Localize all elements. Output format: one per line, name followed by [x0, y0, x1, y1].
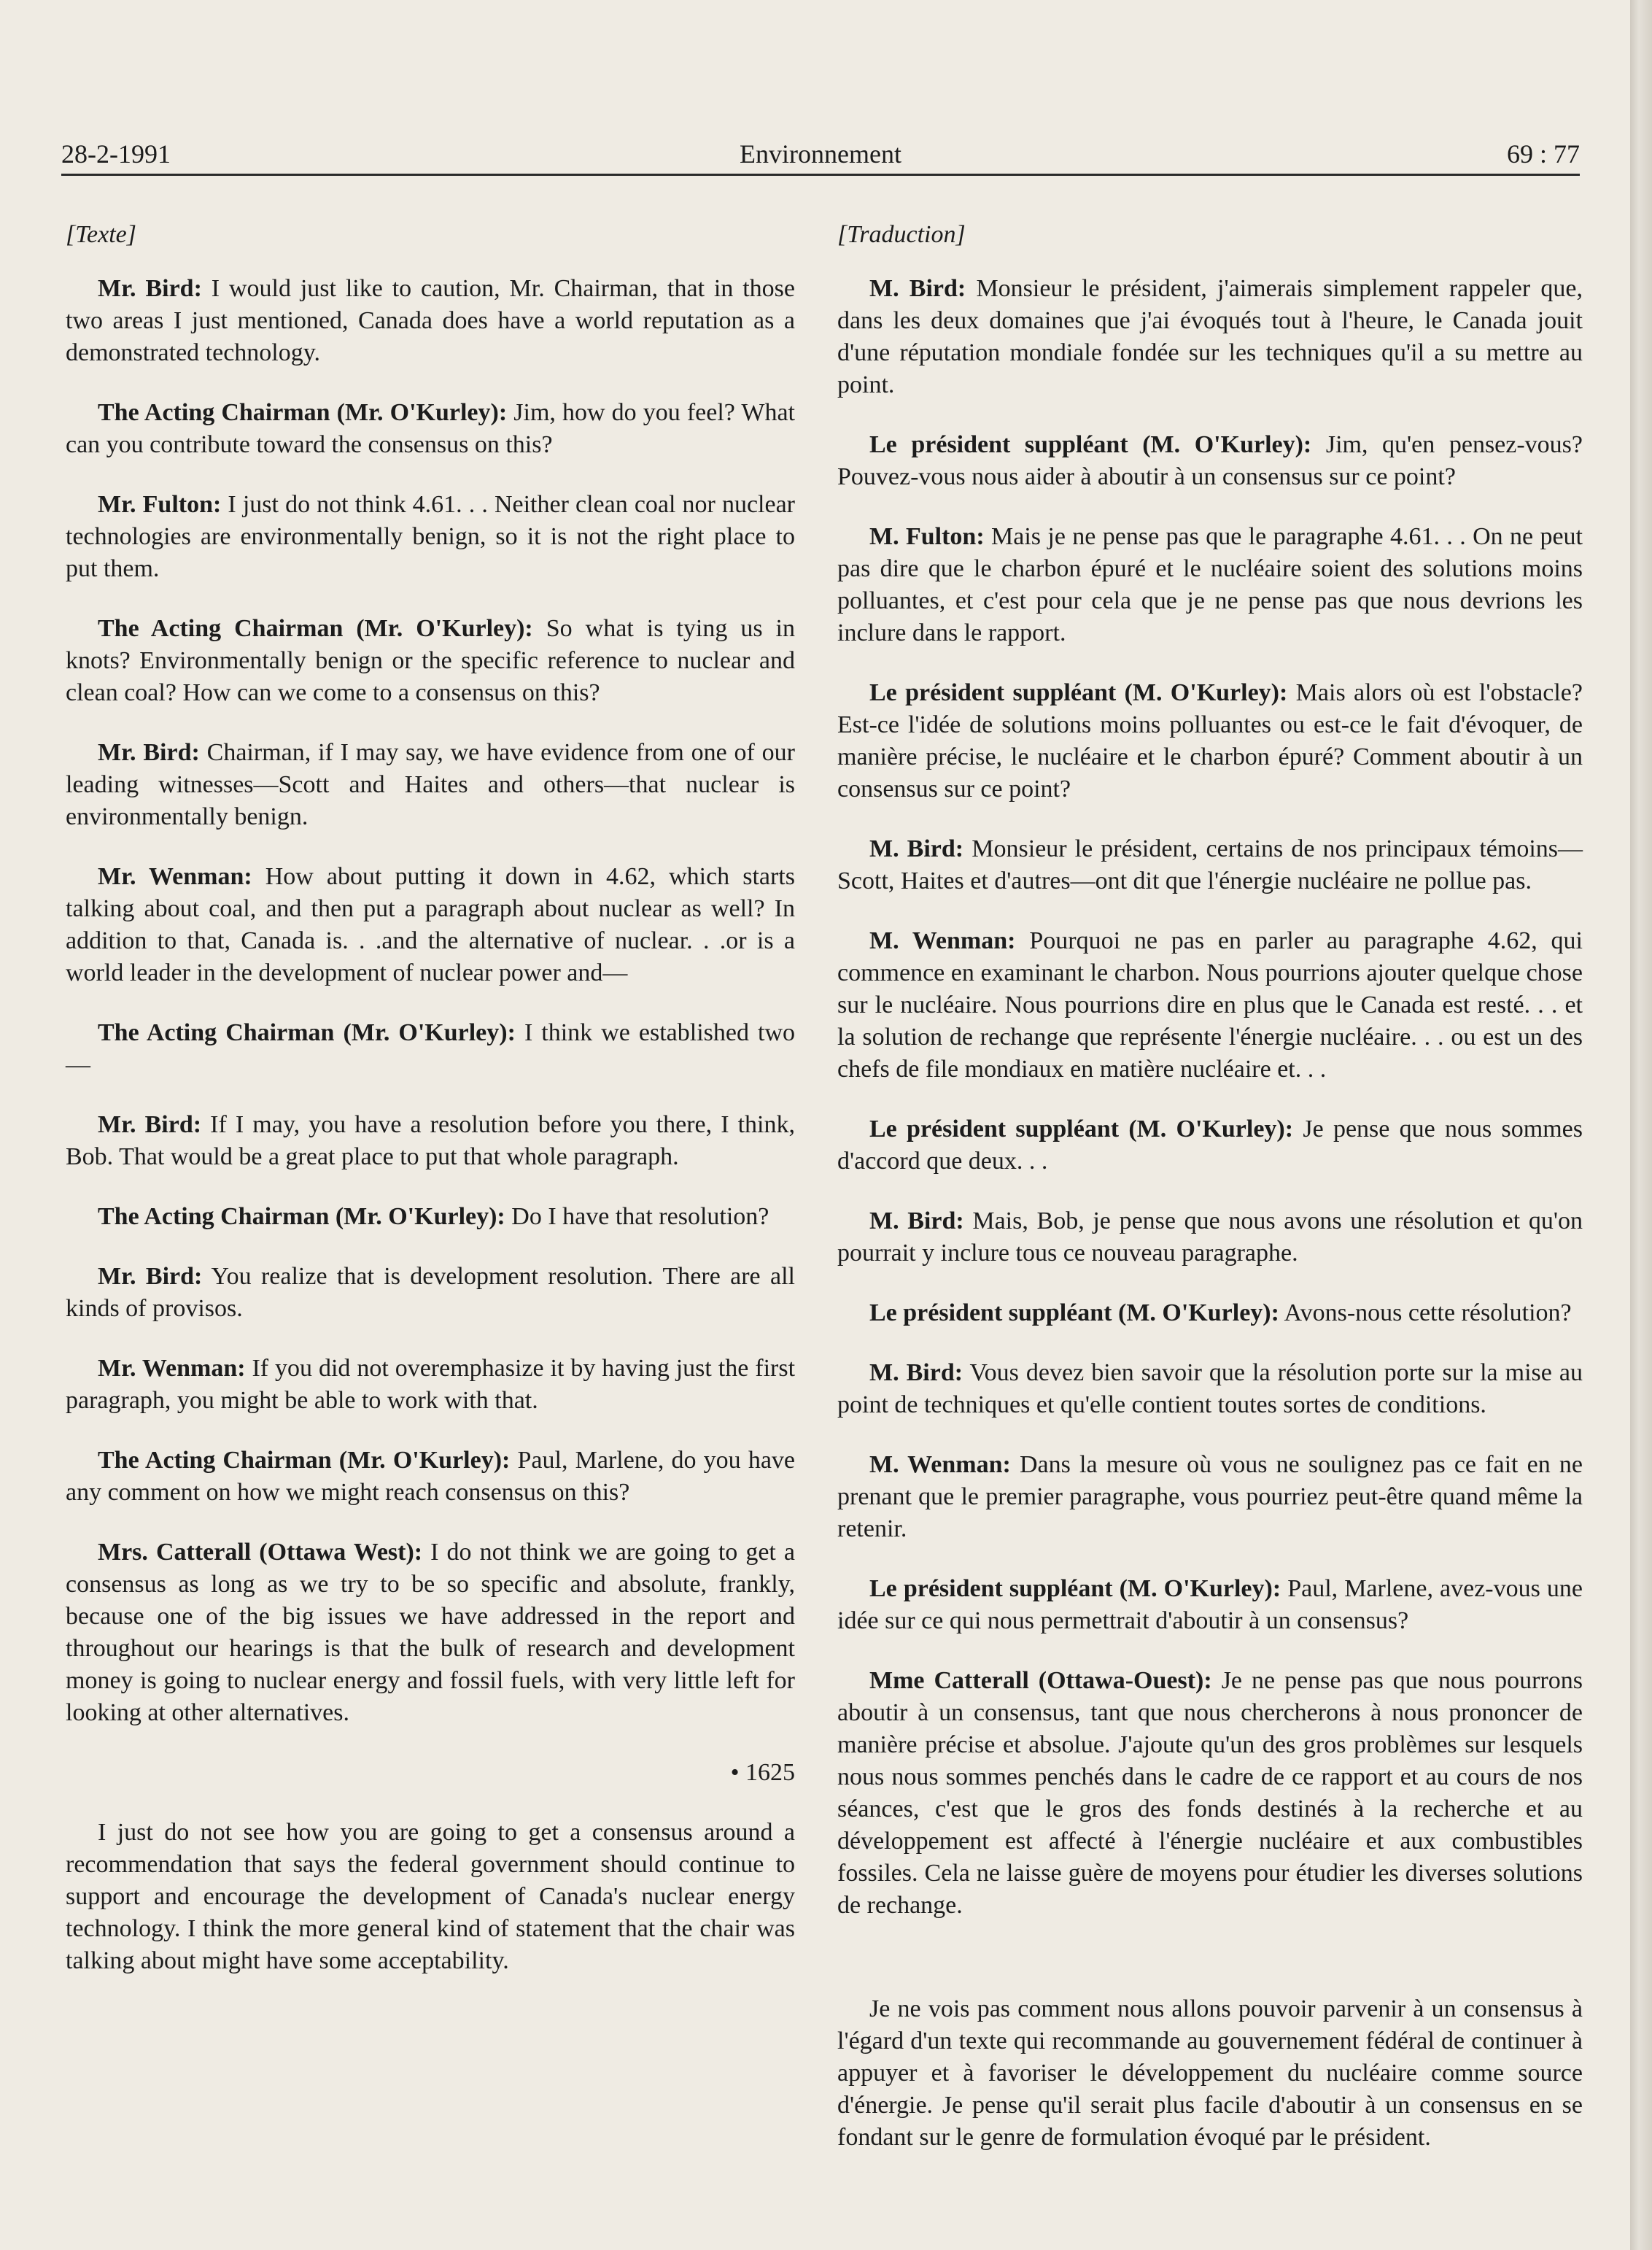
spacer — [837, 1949, 1583, 1993]
speaker-name: Mr. Wenman: — [98, 863, 252, 890]
column-tag: [Texte] — [66, 221, 136, 248]
speech-text: Je ne pense pas que nous pourrons aboutir à un consensus, tant que nous chercherons à nous prononcer de manière précise et absolue. J'ajoute qu'un des gros problèmes sur lesquels nous nous sommes penchés dans le cadre de ce rapport et au cours de nos séances, c'est que le gros des fonds destinés à la recherche et au développement est affecté à l'énergie nucléaire et aux combustibles fossiles. Cela ne laisse guère de moyens pour étudier les diverses solutions de rechange. — [837, 1667, 1583, 1919]
speech-text: Vous devez bien savoir que la résolution porte sur la mise au point de techniques et qu'elle contient toutes sortes de conditions. — [837, 1359, 1583, 1418]
speech-paragraph — [66, 1353, 795, 1417]
speech-paragraph — [66, 861, 795, 989]
speaker-name: Mr. Wenman: — [98, 1355, 246, 1382]
speech-text: How about putting it down in 4.62, which starts talking about coal, and then put a paragraph about nuclear as well? In addition to that, Canada is. . .and the alternative of nuclear. . .or is a world leader in the development of nuclear power and— — [66, 863, 795, 986]
english-paragraphs — [66, 273, 795, 1729]
speaker-name: Mr. Bird: — [98, 739, 200, 766]
speaker-name: Mrs. Catterall (Ottawa West): — [98, 1539, 423, 1566]
speech-paragraph — [66, 1445, 795, 1509]
speech-paragraph — [837, 1113, 1583, 1178]
speech-paragraph — [837, 521, 1583, 649]
speech-paragraph — [66, 1201, 795, 1233]
speech-paragraph — [837, 1205, 1583, 1269]
speech-paragraph — [837, 1449, 1583, 1545]
speaker-name: M. Bird: — [869, 1359, 963, 1386]
speaker-name: The Acting Chairman (Mr. O'Kurley): — [98, 615, 533, 642]
speaker-name: The Acting Chairman (Mr. O'Kurley): — [98, 1019, 516, 1046]
speech-paragraph — [837, 833, 1583, 897]
speech-paragraph — [66, 1109, 795, 1173]
time-marker: • 1625 — [730, 1759, 795, 1786]
speech-text: So what is tying us in knots? Environmentally benign or the specific reference to nuclear and clean coal? How can we come to a consensus on this? — [66, 615, 796, 706]
speech-text: Mais, Bob, je pense que nous avons une résolution et qu'on pourrait y inclure tous ce nouveau paragraphe. — [837, 1207, 1583, 1267]
speaker-name: Le président suppléant (M. O'Kurley): — [869, 431, 1312, 458]
speaker-name: Le président suppléant (M. O'Kurley): — [869, 1575, 1281, 1602]
closing-paragraph: I just do not see how you are going to get a consensus around a recommendation that says the federal government should continue to support and encourage the development of Canada's nuclear energy technology. I think the more general kind of statement that the chair was talking about might have some acceptability. — [66, 1819, 795, 1974]
speech-text: Monsieur le président, certains de nos principaux témoins—Scott, Haites et d'autres—ont dit que l'énergie nucléaire ne pollue pas. — [837, 835, 1583, 894]
speech-paragraph — [66, 737, 795, 833]
speech-paragraph — [837, 1357, 1583, 1421]
speech-text: I do not think we are going to get a consensus as long as we try to be so specific and absolute, frankly, because one of the big issues we have addressed in the report and throughout our hearings is that the bulk of research and development money is going to nuclear energy and fossil fuels, with very little left for looking at other alternatives. — [66, 1539, 795, 1726]
speech-paragraph — [66, 273, 795, 369]
speaker-name: M. Bird: — [869, 1207, 964, 1234]
speaker-name: The Acting Chairman (Mr. O'Kurley): — [98, 399, 508, 426]
speech-paragraph — [66, 397, 795, 461]
speech-text: Mais je ne pense pas que le paragraphe 4.61. . . On ne peut pas dire que le charbon épuré et le nucléaire soient des solutions moins polluantes, et c'est pour cela que je ne pense pas que nous devrions les inclure dans le rapport. — [837, 523, 1583, 646]
speech-text: Jim, qu'en pensez-vous? Pouvez-vous nous aider à aboutir à un consensus sur ce point? — [837, 431, 1583, 490]
speech-text: Dans la mesure où vous ne soulignez pas ce fait en ne prenant que le premier paragraphe, vous pourriez peut-être quand même la retenir. — [837, 1451, 1583, 1542]
speech-text: Pourquoi ne pas en parler au paragraphe 4.62, qui commence en examinant le charbon. Nous pourrions ajouter quelque chose sur le nucléaire. Nous pourrions dire en plus que le Canada est resté. . . et la solution de rechange que représente l'énergie nucléaire. . . ou est un des chefs de file mondiaux en matière nucléaire et. . . — [837, 927, 1583, 1083]
speech-paragraph — [837, 273, 1583, 401]
speech-text: Do I have that resolution? — [505, 1203, 769, 1230]
speaker-name: Mr. Bird: — [98, 1263, 203, 1290]
speech-text: I just do not think 4.61. . . Neither clean coal nor nuclear technologies are environmentally benign, so it is not the right place to put them. — [66, 491, 795, 582]
speaker-name: Mr. Bird: — [98, 275, 202, 302]
french-paragraphs — [837, 273, 1583, 1922]
speech-text: Monsieur le président, j'aimerais simplement rappeler que, dans les deux domaines que j'ai évoqués tout à l'heure, le Canada jouit d'une réputation mondiale fondée sur les techniques qu'il a su mettre au point. — [837, 275, 1583, 398]
speech-paragraph — [837, 925, 1583, 1086]
speaker-name: Mr. Bird: — [98, 1111, 202, 1138]
column-tag: [Traduction] — [837, 221, 966, 248]
french-column — [837, 219, 1583, 2181]
speech-paragraph — [66, 489, 795, 585]
speaker-name: M. Bird: — [869, 275, 966, 302]
closing-paragraph: Je ne vois pas comment nous allons pouvoir parvenir à un consensus à l'égard d'un texte qui recommande au gouvernement fédéral de continuer à appuyer et à favoriser le développement du nucléaire comme source d'énergie. Je pense qu'il serait plus facile d'aboutir à un consensus en se fondant sur le genre de formulation évoqué par le président. — [837, 1995, 1583, 2151]
speaker-name: M. Wenman: — [869, 927, 1016, 954]
running-header — [61, 130, 1580, 175]
speech-paragraph — [837, 1665, 1583, 1922]
speaker-name: The Acting Chairman (Mr. O'Kurley): — [98, 1203, 505, 1230]
speaker-name: M. Bird: — [869, 835, 964, 862]
speaker-name: Le président suppléant (M. O'Kurley): — [869, 679, 1288, 706]
header-rule — [61, 174, 1580, 176]
speaker-name: Mr. Fulton: — [98, 491, 222, 518]
header-title: Environnement — [740, 139, 901, 169]
speech-paragraph — [66, 1261, 795, 1325]
speech-text: I would just like to caution, Mr. Chairman, that in those two areas I just mentioned, Canada does have a world reputation as a demonstrated technology. — [66, 275, 795, 366]
speech-text: You realize that is development resolution. There are all kinds of provisos. — [66, 1263, 795, 1322]
speaker-name: Mme Catterall (Ottawa-Ouest): — [869, 1667, 1212, 1694]
english-column — [66, 219, 795, 2005]
speech-text: If I may, you have a resolution before you there, I think, Bob. That would be a great place to put that whole paragraph. — [66, 1111, 796, 1170]
speech-paragraph — [66, 613, 795, 709]
binding-gutter — [1630, 0, 1652, 2250]
header-page-number: 69 : 77 — [1506, 139, 1580, 169]
speaker-name: The Acting Chairman (Mr. O'Kurley): — [98, 1447, 511, 1474]
speech-paragraph — [837, 1297, 1583, 1329]
speech-text: Chairman, if I may say, we have evidence from one of our leading witnesses—Scott and Haites and others—that nuclear is environmentally benign. — [66, 739, 796, 830]
speech-text: Jim, how do you feel? What can you contribute toward the consensus on this? — [66, 399, 796, 458]
speech-paragraph — [837, 429, 1583, 493]
speaker-name: M. Wenman: — [869, 1451, 1011, 1478]
speech-paragraph — [837, 677, 1583, 805]
speech-text: Mais alors où est l'obstacle? Est-ce l'idée de solutions moins polluantes ou est-ce le fait d'évoquer, de manière précise, le nucléaire et le charbon épuré? Comment aboutir à un consensus sur ce point? — [837, 679, 1583, 803]
speech-text: Je pense que nous sommes d'accord que deux. . . — [837, 1116, 1583, 1175]
header-date: 28-2-1991 — [61, 139, 171, 169]
speech-paragraph — [66, 1017, 795, 1081]
speech-text: If you did not overemphasize it by having just the first paragraph, you might be able to work with that. — [66, 1355, 796, 1414]
speaker-name: M. Fulton: — [869, 523, 985, 550]
speaker-name: Le président suppléant (M. O'Kurley): — [869, 1299, 1279, 1326]
speech-text: Paul, Marlene, do you have any comment on how we might reach consensus on this? — [66, 1447, 795, 1506]
speech-paragraph — [837, 1573, 1583, 1637]
speech-text: I think we established two— — [66, 1019, 796, 1078]
speech-text: Avons-nous cette résolution? — [1279, 1299, 1572, 1326]
speech-text: Paul, Marlene, avez-vous une idée sur ce qui nous permettrait d'aboutir à un consensus? — [837, 1575, 1583, 1634]
speech-paragraph — [66, 1536, 795, 1729]
speaker-name: Le président suppléant (M. O'Kurley): — [869, 1116, 1294, 1143]
